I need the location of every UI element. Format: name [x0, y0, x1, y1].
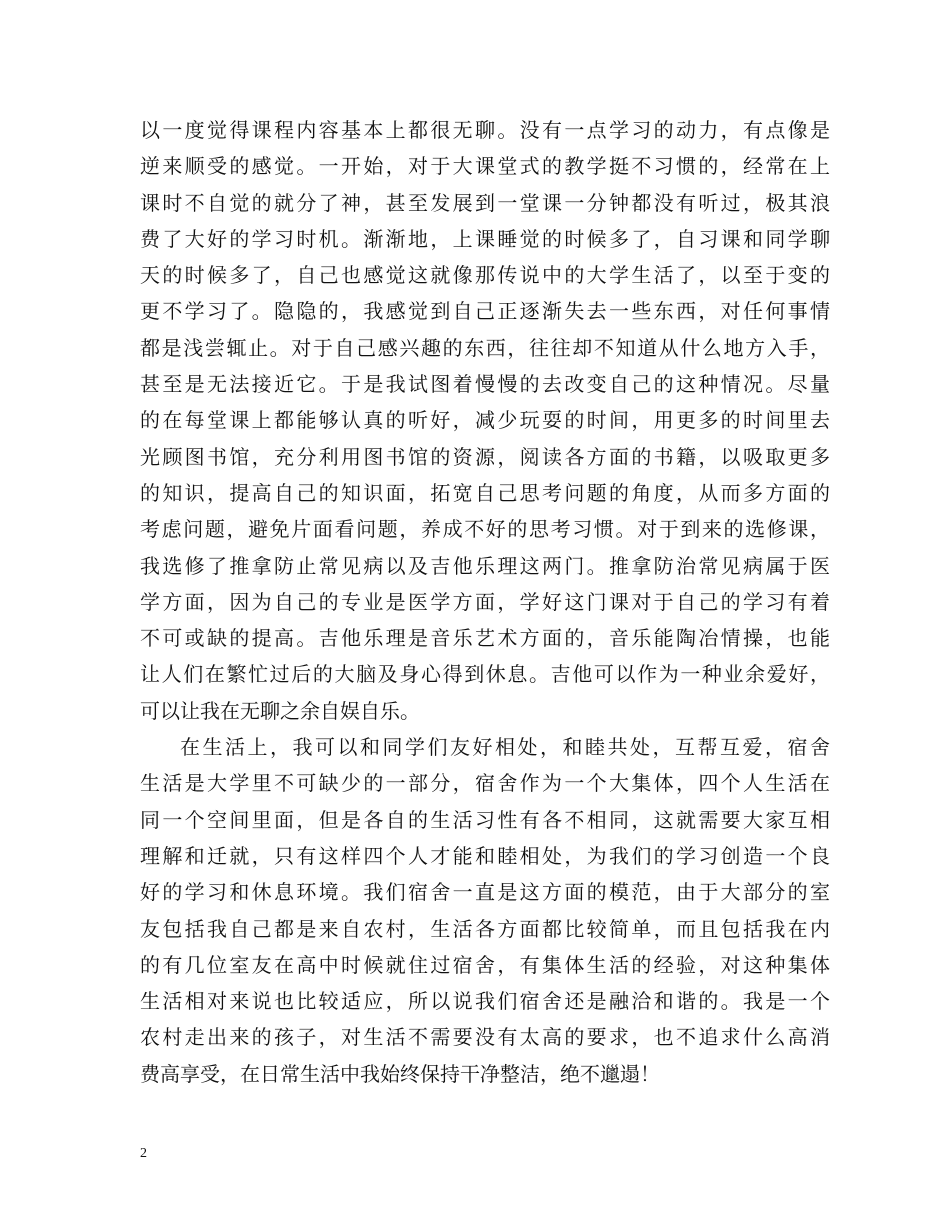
page-number: 2	[140, 1146, 147, 1161]
text-line: 费了大好的学习时机。渐渐地，上课睡觉的时候多了，自习课和同学聊	[140, 226, 830, 251]
text-line: 逆来顺受的感觉。一开始，对于大课堂式的教学挺不习惯的，经常在上	[140, 154, 830, 179]
text-line: 生活是大学里不可缺少的一部分，宿舍作为一个大集体，四个人生活在	[140, 771, 830, 796]
text-line: 课时不自觉的就分了神，甚至发展到一堂课一分钟都没有听过，极其浪	[140, 190, 830, 215]
text-line: 更不学习了。隐隐的，我感觉到自己正逐渐失去一些东西，对任何事情	[140, 299, 830, 324]
text-line: 好的学习和休息环境。我们宿舍一直是这方面的模范，由于大部分的室	[140, 880, 830, 905]
text-line: 让人们在繁忙过后的大脑及身心得到休息。吉他可以作为一种业余爱好，	[140, 662, 830, 687]
text-line: 生活相对来说也比较适应，所以说我们宿舍还是融洽和谐的。我是一个	[140, 989, 830, 1014]
text-line: 在生活上，我可以和同学们友好相处，和睦共处，互帮互爱，宿舍	[180, 735, 830, 760]
text-line: 的在每堂课上都能够认真的听好，减少玩耍的时间，用更多的时间里去	[140, 408, 830, 433]
text-line: 我选修了推拿防止常见病以及吉他乐理这两门。推拿防治常见病属于医	[140, 553, 830, 578]
text-line: 同一个空间里面，但是各自的生活习性有各不相同，这就需要大家互相	[140, 807, 830, 832]
text-line: 友包括我自己都是来自农村，生活各方面都比较简单，而且包括我在内	[140, 916, 830, 941]
paragraph	[140, 112, 830, 729]
text-line: 理解和迁就，只有这样四个人才能和睦相处，为我们的学习创造一个良	[140, 843, 830, 868]
body-text	[140, 112, 830, 1092]
text-line: 以一度觉得课程内容基本上都很无聊。没有一点学习的动力，有点像是	[140, 118, 830, 142]
text-line: 甚至是无法接近它。于是我试图着慢慢的去改变自己的这种情况。尽量	[140, 372, 830, 397]
text-line: 的有几位室友在高中时候就住过宿舍，有集体生活的经验，对这种集体	[140, 952, 830, 977]
text-line: 学方面，因为自己的专业是医学方面，学好这门课对于自己的学习有着	[140, 589, 830, 614]
text-line: 光顾图书馆，充分利用图书馆的资源，阅读各方面的书籍，以吸取更多	[140, 444, 830, 469]
text-line: 天的时候多了，自己也感觉这就像那传说中的大学生活了，以至于变的	[140, 263, 830, 288]
text-line: 不可或缺的提高。吉他乐理是音乐艺术方面的，音乐能陶冶情操，也能	[140, 626, 830, 651]
text-line: 都是浅尝辄止。对于自己感兴趣的东西，往往却不知道从什么地方入手，	[140, 335, 830, 360]
text-line: 考虑问题，避免片面看问题，养成不好的思考习惯。对于到来的选修课，	[140, 517, 830, 542]
text-line: 的知识，提高自己的知识面，拓宽自己思考问题的角度，从而多方面的	[140, 480, 830, 505]
paragraph	[140, 729, 830, 1092]
text-line: 费高享受，在日常生活中我始终保持干净整洁，绝不邋遢！	[140, 1061, 660, 1086]
text-line: 可以让我在无聊之余自娱自乐。	[140, 698, 420, 723]
text-line: 农村走出来的孩子，对生活不需要没有太高的要求，也不追求什么高消	[140, 1025, 830, 1050]
